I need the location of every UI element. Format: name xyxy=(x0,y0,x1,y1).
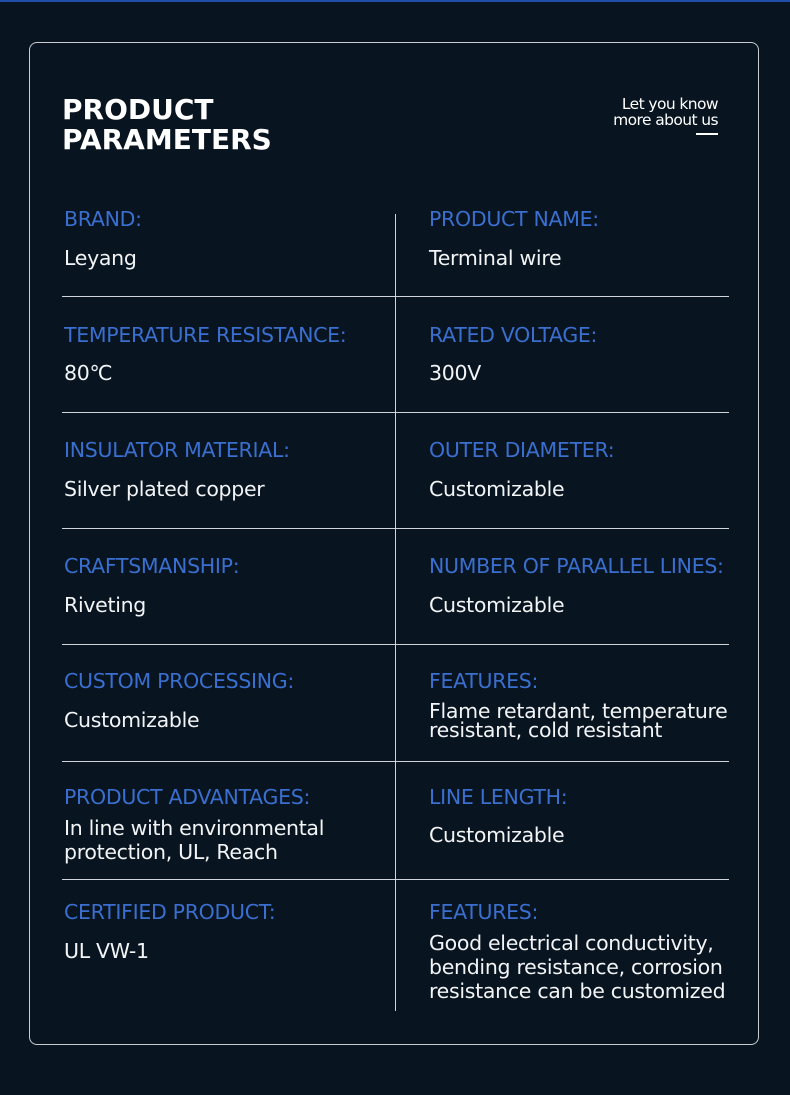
param-value: Terminal wire xyxy=(429,246,562,270)
param-value: 80℃ xyxy=(64,361,113,385)
param-value xyxy=(429,931,725,1003)
row-divider xyxy=(62,644,729,645)
param-value: UL VW-1 xyxy=(64,939,149,963)
param-value xyxy=(429,699,728,742)
param-value-line: protection, UL, Reach xyxy=(64,840,278,864)
param-value-line: Good electrical conductivity, xyxy=(429,931,714,955)
param-value: Customizable xyxy=(64,708,200,732)
about-underline xyxy=(696,133,718,135)
about-line-1: Let you know xyxy=(621,95,718,113)
param-insulator-material xyxy=(64,438,290,501)
param-value: Customizable xyxy=(429,823,565,847)
param-value: Customizable xyxy=(429,477,565,501)
param-product-name xyxy=(429,207,599,270)
param-line-length xyxy=(429,785,567,847)
param-value: Silver plated copper xyxy=(64,477,265,501)
param-brand xyxy=(64,207,142,270)
row-divider xyxy=(62,761,729,762)
param-value: Riveting xyxy=(64,593,147,617)
param-value: Customizable xyxy=(429,593,565,617)
param-value-line: Flame retardant, temperature xyxy=(429,699,728,723)
param-label: LINE LENGTH: xyxy=(429,785,568,809)
param-label: CUSTOM PROCESSING: xyxy=(64,669,294,693)
column-divider xyxy=(395,214,396,1011)
param-certified-product xyxy=(64,900,275,963)
title-line-1: PRODUCT xyxy=(62,93,214,126)
about-line-2: more about us xyxy=(613,111,718,129)
param-label: NUMBER OF PARALLEL LINES: xyxy=(429,554,724,578)
param-label: INSULATOR MATERIAL: xyxy=(64,438,290,462)
param-label: PRODUCT NAME: xyxy=(429,207,599,231)
param-value: Leyang xyxy=(64,246,137,270)
param-value-line: bending resistance, corrosion xyxy=(429,955,723,979)
param-value-line: resistant, cold resistant xyxy=(429,718,663,742)
param-features-1 xyxy=(429,669,728,742)
param-label: PRODUCT ADVANTAGES: xyxy=(64,785,311,809)
param-parallel-lines xyxy=(429,554,724,617)
parameters-card xyxy=(29,42,759,1045)
row-divider xyxy=(62,879,729,880)
param-label: FEATURES: xyxy=(429,669,539,693)
param-temperature-resistance xyxy=(64,323,346,385)
row-divider xyxy=(62,528,729,529)
param-label: TEMPERATURE RESISTANCE: xyxy=(64,323,347,347)
page-title xyxy=(62,95,272,155)
param-label: OUTER DIAMETER: xyxy=(429,438,615,462)
param-label: CERTIFIED PRODUCT: xyxy=(64,900,276,924)
param-custom-processing xyxy=(64,669,294,732)
param-value-line: resistance can be customized xyxy=(429,979,726,1003)
param-features-2 xyxy=(429,900,725,1003)
param-value: 300V xyxy=(429,361,481,385)
row-divider xyxy=(62,412,729,413)
param-label: CRAFTSMANSHIP: xyxy=(64,554,240,578)
param-label: FEATURES: xyxy=(429,900,539,924)
param-label: RATED VOLTAGE: xyxy=(429,323,598,347)
param-value xyxy=(64,816,324,864)
top-accent-rule xyxy=(0,0,790,2)
param-label: BRAND: xyxy=(64,207,142,231)
row-divider xyxy=(62,296,729,297)
param-product-advantages xyxy=(64,785,324,864)
param-rated-voltage xyxy=(429,323,597,385)
about-us-link[interactable] xyxy=(613,96,718,128)
title-line-2: PARAMETERS xyxy=(62,123,272,156)
param-outer-diameter xyxy=(429,438,614,501)
param-craftsmanship xyxy=(64,554,239,617)
param-value-line: In line with environmental xyxy=(64,816,325,840)
